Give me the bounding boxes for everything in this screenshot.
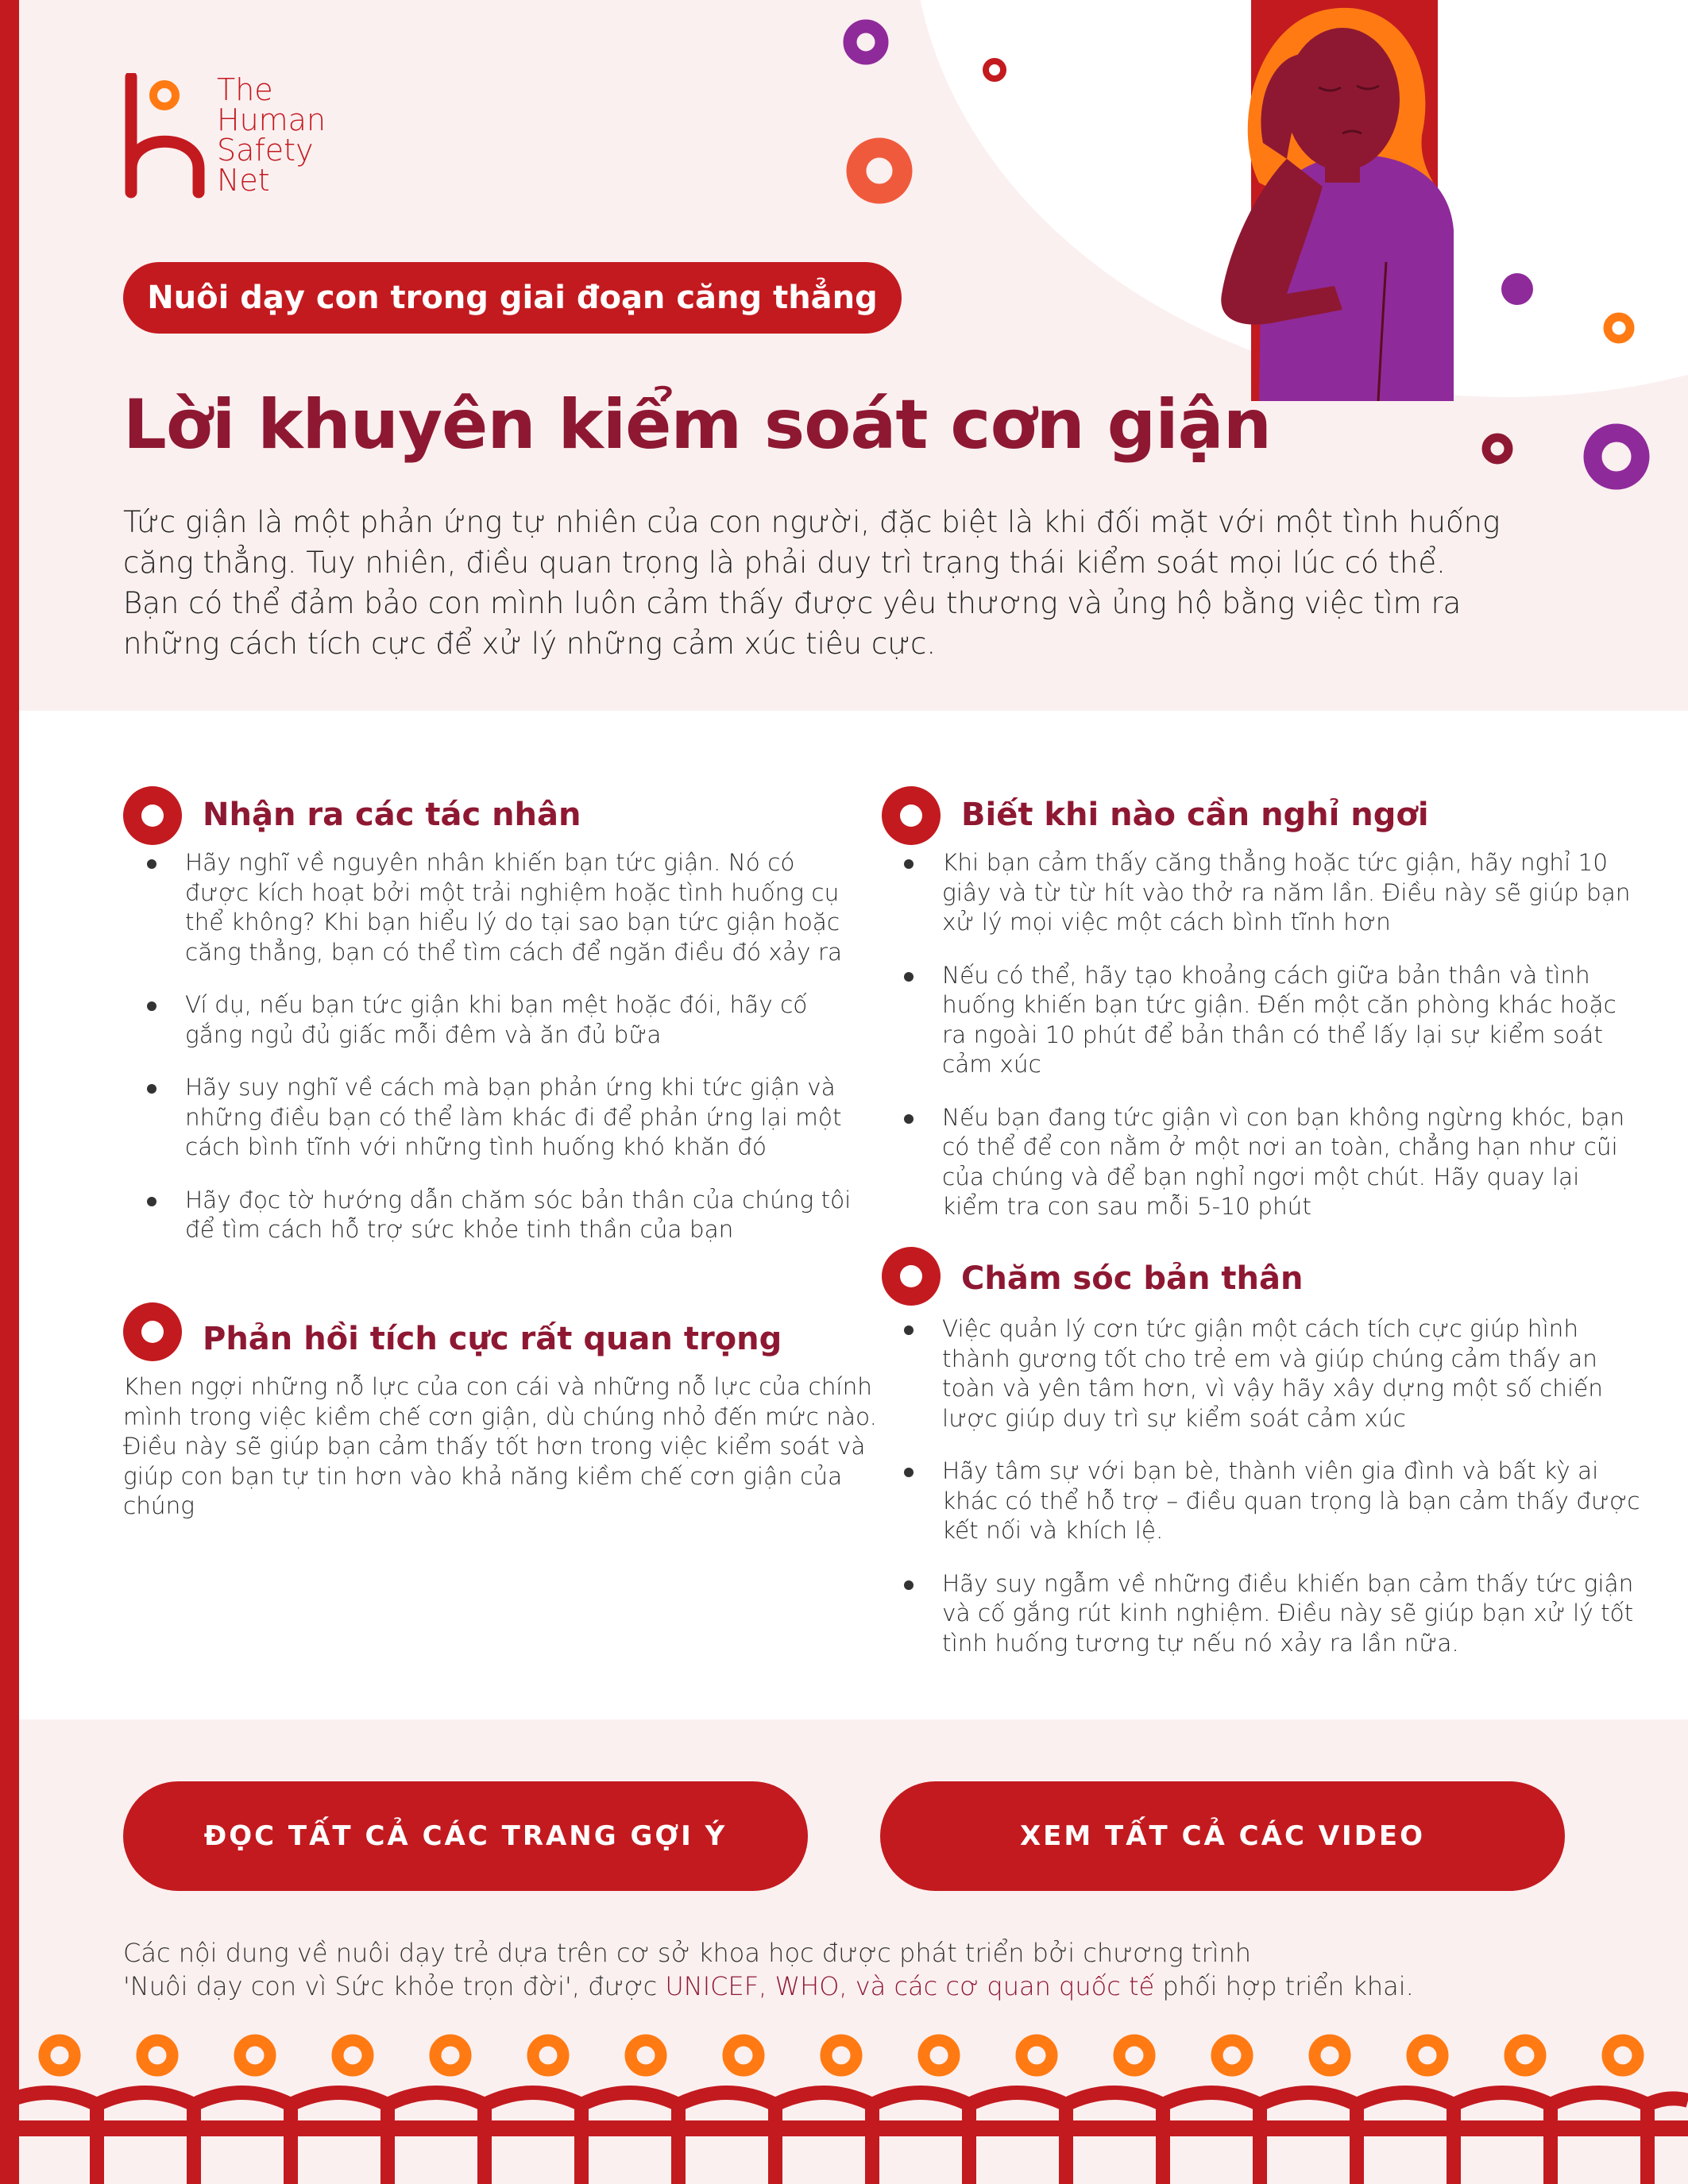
intro-paragraph: Tức giận là một phản ứng tự nhiên của con người, đặc biệt là khi đối mặt với một tình huống căng thẳng. Tuy nhiên, điều quan trọng là phải duy trì trạng thái kiểm soát mọi lúc có thể. Bạn có thể đảm bảo con mình luôn cảm thấy được yêu thương và ủng hộ bằng việc tìm ra những cách tích cực để xử lý những cảm xúc tiêu cực.	[123, 505, 1501, 661]
list-item: Nếu có thể, hãy tạo khoảng cách giữa bản thân và tình huống khiến bạn tức giận. Đến một căn phòng khác hoặc ra ngoài 10 phút để bản thân có thể lấy lại sự kiểm soát cảm xúc	[880, 961, 1643, 1080]
page-title: Lời khuyên kiểm soát cơn giận	[123, 385, 1271, 465]
orange-ring-decor	[1599, 308, 1639, 348]
category-pill: Nuôi dạy con trong giai đoạn căng thẳng	[123, 262, 902, 334]
section-title-feedback: Phản hồi tích cực rất quan trọng	[203, 1321, 782, 1357]
bottom-pattern-decor	[0, 2025, 1688, 2184]
stressed-woman-illustration	[1144, 0, 1557, 401]
footer-line: Các nội dung về nuôi dạy trẻ dựa trên cơ sở khoa học được phát triển bởi chương trình	[123, 1938, 1252, 1968]
watch-all-videos-button[interactable]: XEM TẤT CẢ CÁC VIDEO	[880, 1781, 1565, 1891]
breaks-list	[880, 848, 1643, 1245]
section-marker-icon	[123, 1302, 182, 1361]
purple-ring-large-decor	[1581, 421, 1652, 492]
section-marker-icon	[123, 786, 182, 845]
list-item: Ví dụ, nếu bạn tức giận khi bạn mệt hoặc đói, hãy cố gắng ngủ đủ giấc mỗi đêm và ăn đủ bữa	[123, 990, 862, 1050]
read-all-tips-button[interactable]: ĐỌC TẤT CẢ CÁC TRANG GỢI Ý	[123, 1781, 808, 1891]
list-item: Hãy suy ngẫm về những điều khiến bạn cảm thấy tức giận và cố gắng rút kinh nghiệm. Điều này sẽ giúp bạn xử lý tốt tình huống tương tự nếu nó xảy ra lần nữa.	[880, 1569, 1643, 1659]
list-item: Khi bạn cảm thấy căng thẳng hoặc tức giận, hãy nghỉ 10 giây và từ từ hít vào thở ra năm lần. Điều này sẽ giúp bạn xử lý mọi việc một cách bình tĩnh hơn	[880, 848, 1643, 938]
purple-dot-decor	[1493, 265, 1541, 313]
list-item: Hãy tâm sự với bạn bè, thành viên gia đình và bất kỳ ai khác có thể hỗ trợ – điều quan trọng là bạn cảm thấy được kết nối và khích lệ.	[880, 1457, 1643, 1546]
brand-line: The	[217, 72, 273, 107]
list-item: Hãy nghĩ về nguyên nhân khiến bạn tức giận. Nó có được kích hoạt bởi một trải nghiệm hoặc tình huống cụ thể không? Khi bạn hiểu lý do tại sao bạn tức giận hoặc căng thẳng, bạn có thể tìm cách để ngăn điều đó xảy ra	[123, 848, 862, 967]
human-safety-net-logo	[123, 73, 211, 199]
list-item: Hãy đọc tờ hướng dẫn chăm sóc bản thân của chúng tôi để tìm cách hỗ trợ sức khỏe tinh thần của bạn	[123, 1186, 862, 1245]
section-title-triggers: Nhận ra các tác nhân	[203, 797, 581, 833]
footer-text-end: phối hợp triển khai.	[1154, 1971, 1414, 2001]
footer-credits	[123, 1936, 1553, 2003]
brand-name	[217, 72, 326, 198]
partners-link[interactable]: UNICEF, WHO, và các cơ quan quốc tế	[665, 1971, 1155, 2001]
brand-line: Human	[217, 102, 326, 137]
section-title-breaks: Biết khi nào cần nghỉ ngơi	[961, 797, 1429, 833]
feedback-paragraph: Khen ngợi những nỗ lực của con cái và những nỗ lực của chính mình trong việc kiềm chế cơn giận, dù chúng nhỏ đến mức nào. Điều này sẽ giúp bạn cảm thấy tốt hơn trong việc kiểm soát và giúp con bạn tự tin hơn vào khả năng kiềm chế cơn giận của chúng	[123, 1373, 877, 1519]
brand-line: Safety	[217, 133, 314, 168]
footer-text-start: 'Nuôi dạy con vì Sức khỏe trọn đời', được	[123, 1971, 666, 2001]
red-ring-decor	[979, 54, 1010, 86]
list-item: Việc quản lý cơn tức giận một cách tích cực giúp hình thành gương tốt cho trẻ em và giúp chúng cảm thấy an toàn và yên tâm hơn, vì vậy hãy xây dựng một số chiến lược giúp duy trì sự kiểm soát cảm xúc	[880, 1314, 1643, 1433]
brand-line: Net	[217, 163, 270, 198]
footer-line	[123, 1970, 1553, 2003]
list-item: Hãy suy nghĩ về cách mà bạn phản ứng khi tức giận và những điều bạn có thể làm khác đi để phản ứng lại một cách bình tĩnh với những tình huống khó khăn đó	[123, 1073, 862, 1163]
left-accent-bar	[0, 0, 19, 2184]
purple-ring-decor	[838, 14, 894, 70]
coral-ring-decor	[844, 135, 915, 206]
list-item: Nếu bạn đang tức giận vì con bạn không ngừng khóc, bạn có thể để con nằm ở một nơi an toàn, chẳng hạn như cũi của chúng và để bạn nghỉ ngơi một chút. Hãy quay lại kiểm tra con sau mỗi 5-10 phút	[880, 1103, 1643, 1222]
section-marker-icon	[882, 1247, 941, 1306]
selfcare-list	[880, 1314, 1643, 1681]
triggers-list	[123, 848, 862, 1268]
maroon-ring-decor	[1477, 429, 1517, 469]
section-marker-icon	[882, 786, 941, 845]
section-title-selfcare: Chăm sóc bản thân	[961, 1260, 1304, 1297]
